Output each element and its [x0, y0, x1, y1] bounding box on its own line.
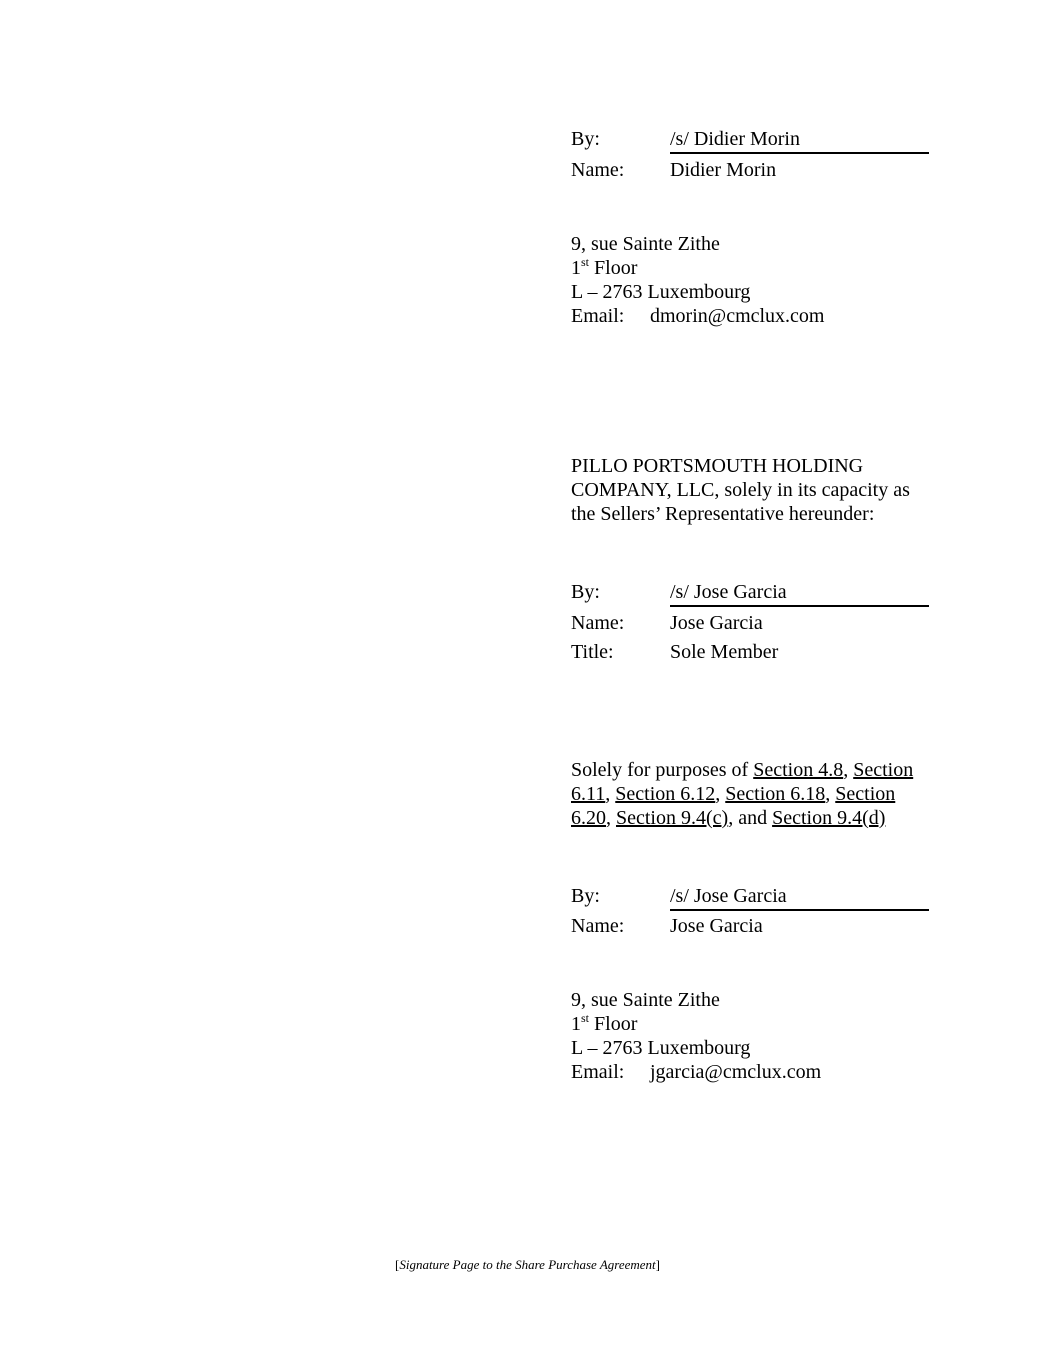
signature-value: /s/ Jose Garcia — [670, 885, 787, 907]
floor-word: Floor — [594, 1013, 638, 1035]
name-value: Didier Morin — [670, 159, 777, 181]
email-label: Email: — [571, 305, 625, 327]
section-reference: Section 4.8 — [753, 759, 844, 781]
separator: , — [825, 783, 836, 805]
page-footer — [0, 1257, 1055, 1273]
title-row-garcia-rep — [571, 640, 931, 664]
separator: , — [605, 783, 616, 805]
by-row-garcia — [571, 884, 931, 908]
by-label: By: — [571, 885, 600, 907]
address-city: L – 2763 Luxembourg — [571, 1037, 751, 1059]
name-label: Name: — [571, 915, 625, 937]
name-value: Jose Garcia — [670, 612, 763, 634]
separator: , — [606, 807, 616, 829]
title-label: Title: — [571, 641, 614, 663]
email-value: dmorin@cmclux.com — [650, 305, 825, 327]
email-value: jgarcia@cmclux.com — [650, 1061, 822, 1083]
floor-ordinal: st — [581, 1011, 590, 1025]
section-reference: Section 9.4(d) — [772, 807, 886, 829]
address-email — [571, 1060, 931, 1084]
floor-word: Floor — [594, 257, 638, 279]
section-reference: Section 6.11 — [571, 759, 914, 805]
purpose-paragraph — [571, 758, 931, 830]
by-label: By: — [571, 581, 600, 603]
address-city: L – 2763 Luxembourg — [571, 281, 751, 303]
name-value: Jose Garcia — [670, 915, 763, 937]
name-row-didier — [571, 158, 931, 182]
by-row-didier — [571, 127, 931, 151]
address-email — [571, 304, 931, 328]
signature-line — [670, 605, 929, 607]
section-reference: Section 6.18 — [725, 783, 826, 805]
signature-line — [670, 909, 929, 911]
sellers-representative-entity: PILLO PORTSMOUTH HOLDING COMPANY, LLC, solely in its capacity as the Sellers’ Representative hereunder: — [571, 455, 910, 525]
name-label: Name: — [571, 159, 625, 181]
section-reference: Section 9.4(c) — [616, 807, 729, 829]
separator: , and — [728, 807, 773, 829]
name-row-garcia-rep — [571, 611, 931, 635]
address-street: 9, sue Sainte Zithe — [571, 989, 720, 1011]
name-row-garcia — [571, 914, 931, 938]
title-value: Sole Member — [670, 641, 779, 663]
floor-number: 1 — [571, 257, 581, 279]
separator: , — [715, 783, 726, 805]
footer-bracket-close: ] — [655, 1257, 661, 1272]
section-reference: Section 6.12 — [615, 783, 716, 805]
by-row-garcia-rep — [571, 580, 931, 604]
footer-bracket-open: [ — [394, 1257, 400, 1272]
signature-line — [670, 152, 929, 154]
address-street: 9, sue Sainte Zithe — [571, 233, 720, 255]
address-floor — [571, 1012, 637, 1036]
section-reference: Section 6.20 — [571, 783, 896, 829]
floor-number: 1 — [571, 1013, 581, 1035]
separator: , — [843, 759, 854, 781]
by-label: By: — [571, 128, 600, 150]
signature-value: /s/ Jose Garcia — [670, 581, 787, 603]
name-label: Name: — [571, 612, 625, 634]
footer-text: Signature Page to the Share Purchase Agreement — [399, 1257, 656, 1272]
email-label: Email: — [571, 1061, 625, 1083]
address-floor — [571, 256, 637, 280]
purpose-prefix: Solely for purposes of — [571, 759, 754, 781]
floor-ordinal: st — [581, 255, 590, 269]
signature-value: /s/ Didier Morin — [670, 128, 800, 150]
